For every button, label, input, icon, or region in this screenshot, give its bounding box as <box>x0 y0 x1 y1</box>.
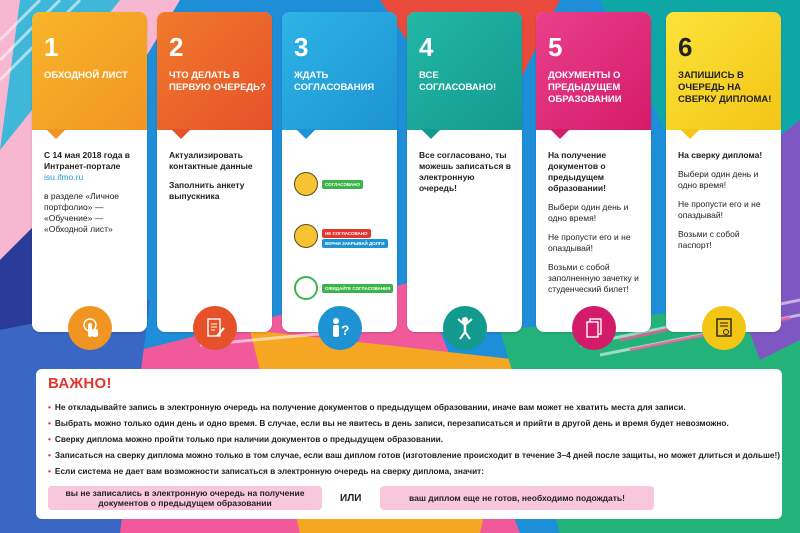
important-bullet: • Если система не дает вам возможности записаться в электронную очередь на сверку диплома, значит: <box>48 466 484 476</box>
step-body <box>548 150 643 303</box>
diploma-icon <box>702 306 746 350</box>
step-text: Не пропусти его и не опаздывай! <box>548 232 631 253</box>
status-tag-approved: СОГЛАСОВАНО <box>322 180 363 189</box>
step-text: Выбери один день и одно время! <box>548 202 629 223</box>
step-body <box>419 150 514 202</box>
step-text: Выбери один день и одно время! <box>678 169 759 190</box>
reason-diploma-not-ready: ваш диплом еще не готов, необходимо подождать! <box>380 486 654 510</box>
step-text: Актуализировать контактные данные <box>169 150 253 171</box>
important-bullet: • Выбрать можно только один день и одно время. В случае, если вы не явитесь в день записи, перезаписаться и прийти в другой день и время будет невозможно. <box>48 418 729 428</box>
step-text: в разделе «Личное портфолио» — «Обучение» — «Обходной лист» <box>44 191 120 234</box>
step-card-5 <box>536 12 651 332</box>
step-text: На получение документов о предыдущем образовании! <box>548 150 607 193</box>
document-pen-icon <box>193 306 237 350</box>
step-title: ОБХОДНОЙ ЛИСТ <box>44 70 128 81</box>
important-bullet: • Записаться на сверку диплома можно только в том случае, если ваш диплом готов (изготовление происходит в течение 3–4 дней после защиты, но может длиться и дольше!) <box>48 450 780 460</box>
important-bullet: • Сверку диплома можно пройти только при наличии документов о предыдущем образовании. <box>48 434 443 444</box>
step-number: 4 <box>419 32 434 62</box>
step-text: На сверку диплома! <box>678 150 763 160</box>
step-title: ДОКУМЕНТЫ О ПРЕДЫДУЩЕМ ОБРАЗОВАНИИ <box>548 70 622 105</box>
or-separator: ИЛИ <box>340 493 362 504</box>
step-header <box>157 12 272 130</box>
step-title: ЧТО ДЕЛАТЬ В ПЕРВУЮ ОЧЕРЕДЬ? <box>169 70 266 93</box>
step-card-1 <box>32 12 147 332</box>
svg-text:?: ? <box>340 322 350 338</box>
important-bullet: • Не откладывайте запись в электронную очередь на получение документов о предыдущем образовании, иначе вам может не хватить места для записи. <box>48 402 686 412</box>
step-body <box>44 150 139 243</box>
step-text: Все согласовано, ты можешь записаться в электронную очередь! <box>419 150 511 193</box>
step-number: 5 <box>548 32 563 62</box>
step-text: Не пропусти его и не опаздывай! <box>678 199 761 220</box>
alarm-clock-icon <box>294 276 318 300</box>
status-tag-rejected: НЕ СОГЛАСОВАНО <box>322 229 371 238</box>
step-card-2 <box>157 12 272 332</box>
important-heading: ВАЖНО! <box>48 375 112 392</box>
step-body <box>169 150 264 210</box>
step-title: ВСЕ СОГЛАСОВАНО! <box>419 70 497 93</box>
step-text: Возьми с собой паспорт! <box>678 229 740 250</box>
person-question-icon <box>318 306 362 350</box>
step-card-4 <box>407 12 522 332</box>
finger-tap-icon <box>68 306 112 350</box>
step-header <box>536 12 651 130</box>
portal-link[interactable]: isu.ifmo.ru <box>44 172 84 182</box>
step-number: 1 <box>44 32 59 62</box>
documents-icon <box>572 306 616 350</box>
reason-not-registered: вы не записались в электронную очередь на получение документов о предыдущем образовании <box>48 486 322 510</box>
sad-face-icon <box>294 224 318 248</box>
step-text: Заполнить анкету выпускника <box>169 180 245 201</box>
step-card-6 <box>666 12 781 332</box>
step-number: 3 <box>294 32 309 62</box>
step-header <box>666 12 781 130</box>
step-title: ЖДАТЬ СОГЛАСОВАНИЯ <box>294 70 375 93</box>
step-header <box>32 12 147 130</box>
step-number: 2 <box>169 32 184 62</box>
status-tag-debts: ВЕРНИ ЗАКРЫВАЙ ДОЛГИ <box>322 239 388 248</box>
step-title: ЗАПИШИСЬ В ОЧЕРЕДЬ НА СВЕРКУ ДИПЛОМА! <box>678 70 772 105</box>
step-text: Возьми с собой заполненную зачетку и студенческий билет! <box>548 262 639 294</box>
status-tag-waiting: ОЖИДАЙТЕ СОГЛАСОВАНИЯ <box>322 284 393 293</box>
step-card-3 <box>282 12 397 338</box>
celebrate-icon <box>443 306 487 350</box>
step-body <box>678 150 773 259</box>
happy-face-icon <box>294 172 318 196</box>
step-text: С 14 мая 2018 года в Интранет-портале <box>44 150 131 171</box>
step-header <box>282 12 397 130</box>
step-number: 6 <box>678 32 693 62</box>
step-header <box>407 12 522 130</box>
